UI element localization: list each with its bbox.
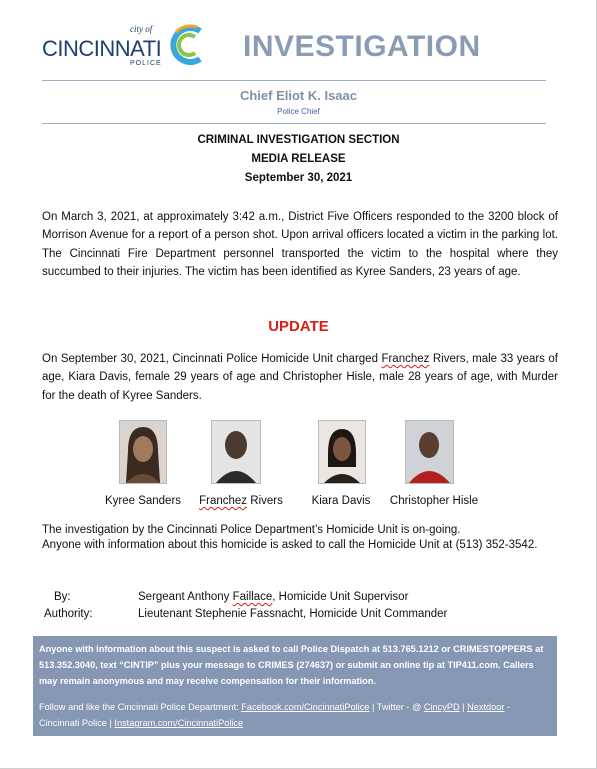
nextdoor-link[interactable]: Nextdoor bbox=[467, 702, 505, 712]
logo-police-text: POLICE bbox=[130, 60, 162, 67]
photo-franchez-rivers bbox=[211, 420, 261, 484]
header-divider-bottom bbox=[42, 123, 546, 124]
chief-title: Police Chief bbox=[277, 107, 320, 116]
caption-christopher-hisle: Christopher Hisle bbox=[389, 495, 479, 507]
authority-value: Lieutenant Stephenie Fassnacht, Homicide Unit Commander bbox=[138, 608, 448, 620]
portrait-icon bbox=[212, 421, 260, 483]
logo-wordmark: CINCINNATI bbox=[42, 36, 162, 61]
incident-paragraph: On March 3, 2021, at approximately 3:42 a.m., District Five Officers responded to the 3200 block of Morrison Avenue for a report of a person shot. Upon arrival officers located a victim in the parking lot. The Cincinnati Fire Department personnel transported the victim to the hospital where they succumbed to their injuries. The victim has been identified as Kyree Sanders, 23 years of age. bbox=[42, 211, 558, 279]
ongoing-paragraph bbox=[42, 523, 558, 553]
release-date: September 30, 2021 bbox=[244, 172, 353, 184]
ongoing-line: The investigation by the Cincinnati Police Department’s Homicide Unit is on-going. bbox=[42, 524, 461, 536]
update-name-flagged: Franchez bbox=[381, 353, 430, 365]
update-heading: UPDATE bbox=[268, 318, 329, 335]
portrait-icon bbox=[319, 421, 365, 483]
page-title: INVESTIGATION bbox=[243, 30, 481, 63]
portrait-icon bbox=[406, 421, 453, 483]
header-divider-top bbox=[42, 80, 546, 81]
update-text-end: Rivers, male 33 years of age, Kiara Davis, female 29 years of age and Christopher Hisle, male 28 years of age, with Murder for the death of Kyree Sanders. bbox=[42, 353, 559, 402]
photo-kyree-sanders bbox=[119, 420, 167, 484]
section-heading: CRIMINAL INVESTIGATION SECTION bbox=[197, 134, 400, 146]
by-value: Sergeant Anthony Faillace, Homicide Unit Supervisor bbox=[138, 591, 409, 603]
photo-christopher-hisle bbox=[405, 420, 454, 484]
logo-c-mark-icon bbox=[164, 22, 210, 68]
release-kind: MEDIA RELEASE bbox=[251, 153, 346, 165]
portrait-icon bbox=[120, 421, 166, 483]
facebook-link[interactable]: Facebook.com/CincinnatiPolice bbox=[241, 702, 370, 712]
authority-label: Authority: bbox=[44, 608, 93, 620]
update-text-start: On September 30, 2021, Cincinnati Police Homicide Unit charged bbox=[42, 353, 382, 365]
cincinnati-police-logo bbox=[42, 24, 212, 72]
follow-text: Follow and like the Cincinnati Police Department: Facebook.com/CincinnatiPolice | Twitter - @ CincyPD | Nextdoor - Cincinnati Police | Instagram.com/CincinnatiPolice bbox=[39, 702, 511, 728]
instagram-link[interactable]: Instagram.com/CincinnatiPolice bbox=[114, 718, 244, 728]
chief-name: Chief Eliot K. Isaac bbox=[239, 88, 358, 103]
tips-text: Anyone with information about this suspect is asked to call Police Dispatch at 513.765.1212 or CRIMESTOPPERS at 513.352.3040, text “CINTIP” plus your message to CRIMES (274637) or submit an online tip at TIP411.com. Callers may remain anonymous and may receive compensation for their information. bbox=[39, 644, 544, 686]
update-paragraph bbox=[42, 350, 558, 405]
by-label: By: bbox=[54, 591, 71, 603]
caption-kiara-davis: Kiara Davis bbox=[311, 495, 371, 507]
caption-franchez-rivers: Franchez Rivers bbox=[199, 495, 283, 507]
logo-city-text: city of bbox=[130, 24, 153, 34]
contact-line: Anyone with information about this homicide is asked to call the Homicide Unit at (513) 352-3542. bbox=[42, 539, 538, 551]
caption-kyree-sanders: Kyree Sanders bbox=[104, 495, 182, 507]
tips-footer-box bbox=[33, 636, 557, 736]
photo-kiara-davis bbox=[318, 420, 366, 484]
twitter-link[interactable]: CincyPD bbox=[423, 702, 460, 712]
